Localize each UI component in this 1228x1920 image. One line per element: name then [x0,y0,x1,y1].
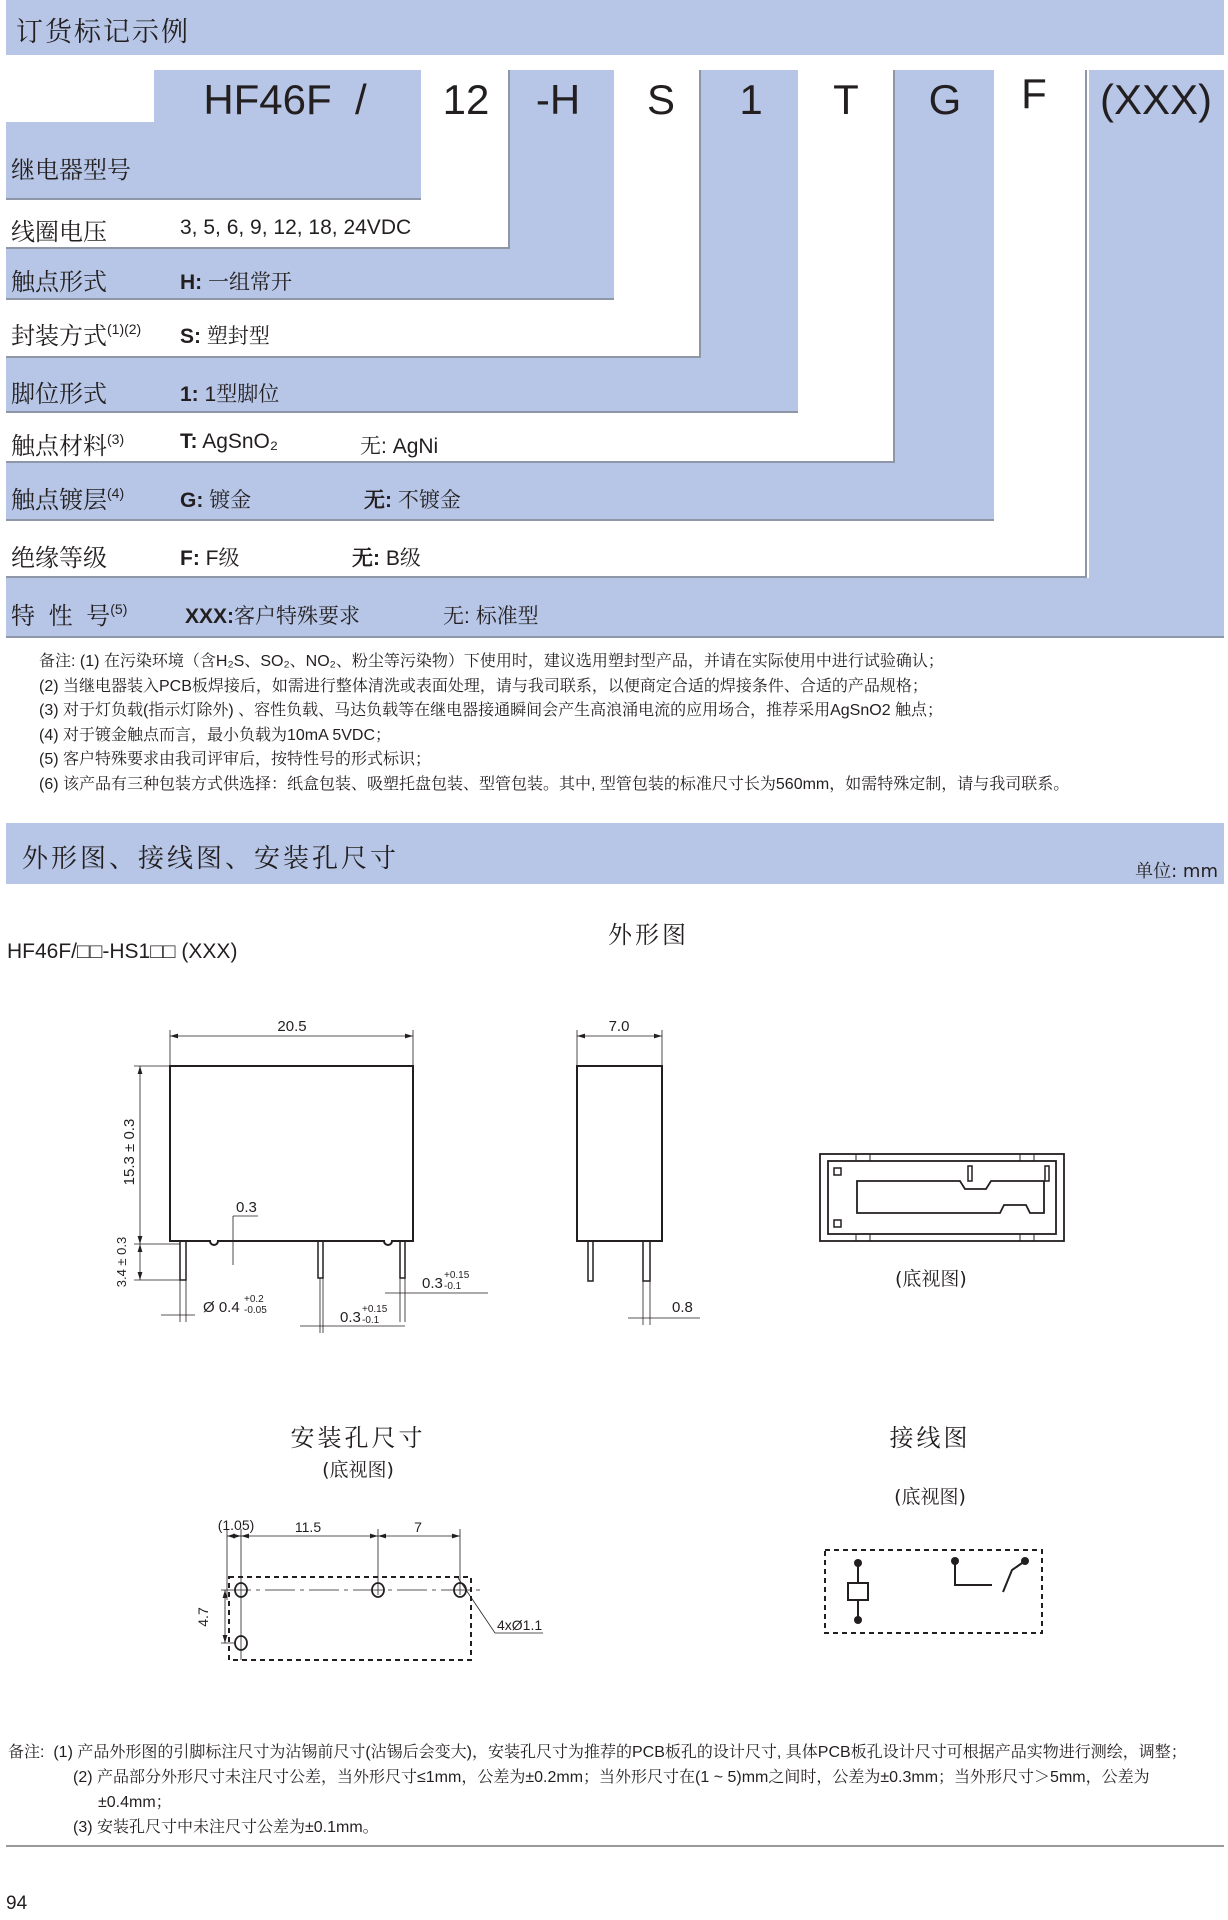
footer-divider [6,1845,1224,1847]
key: 无: [360,435,387,458]
hole-spec: 4xØ1.1 [497,1617,543,1633]
dim-pin-thickness: 0.3 [422,1275,443,1292]
value: 塑封型 [206,325,270,348]
value: AgNi [392,435,439,458]
code-coil-voltage: 12 [442,76,490,123]
footnote-ref: (1)(2) [107,321,142,337]
outline-title: 外形图 [608,921,689,949]
note-text: (1) 在污染环境（含H₂S、SO₂、NO₂、粉尘等污染物）下使用时，建议选用塑封型产品，并请在实际使用中进行试验确认； [79,653,944,670]
mounting-subtitle: (底视图) [322,1459,394,1481]
footnote-ref: (3) [107,431,125,447]
key: 无: [364,489,392,512]
mounting-hole-drawing [195,1517,543,1660]
code-model: HF46F / [203,76,367,123]
wiring-diagram [825,1550,1042,1633]
dim-row-spacing: 4.7 [195,1607,211,1627]
dim-side-pin: 0.8 [672,1299,693,1316]
note-text: (1) 产品外形图的引脚标注尺寸为沾锡前尺寸(沾锡后会变大)，安装孔尺寸为推荐的PCB板孔的设计尺寸, 具体PCB板孔设计尺寸可根据产品实物进行测绘，调整； [53,1744,1187,1761]
tol-down: -0.1 [362,1315,380,1326]
pin [318,1241,323,1278]
note-item: (5) 客户特殊要求由我司评审后，按特性号的形式标识； [39,751,432,768]
page-number: 94 [6,1893,28,1914]
key: 1: [180,383,199,406]
key: 无: [352,547,380,570]
dim-pitch-2: 7 [414,1519,422,1535]
value: 镀金 [209,489,252,512]
value: 一组常开 [208,271,293,294]
code-contact-form: -H [535,76,581,123]
label-text: 特 性 号 [11,602,111,630]
notes-dimensions [8,1740,1213,1840]
mounting-title: 安装孔尺寸 [290,1424,426,1452]
coil-symbol [848,1583,868,1600]
note-item [8,1740,1213,1765]
key: T: [180,430,198,453]
front-view [114,1018,488,1333]
note-item: (6) 该产品有三种包装方式供选择：纸盒包装、吸塑托盘包装、型管包装。其中, 型管包装的标准尺寸长为560mm，如需特殊定制，请与我司联系。 [39,775,1070,793]
pin [643,1241,650,1281]
pin [588,1241,593,1281]
notes-prefix: 备注: [39,653,76,670]
pin [180,1241,186,1280]
section-title: 订货标记示例 [16,17,190,48]
footnote-ref: (4) [107,485,125,501]
dim-pin-thickness: 0.3 [340,1309,361,1326]
dim-pin-length: 3.4 ± 0.3 [114,1236,129,1288]
label-text: 触点形式 [11,268,107,296]
code-material: T [833,76,859,123]
value: 标准型 [475,605,539,628]
note-item: (3) 安装孔尺寸中未注尺寸公差为±0.1mm。 [73,1819,379,1836]
label-text: 触点材料 [11,432,107,460]
code-special: (XXX) [1099,76,1213,123]
key: S: [180,325,201,348]
wiring-subtitle: (底视图) [894,1486,966,1508]
tol-up: +0.15 [444,1270,470,1281]
dim-pin-diameter: Ø 0.4 [203,1299,240,1316]
value: 不镀金 [397,489,461,512]
bottom-view [820,1154,1064,1241]
row-value-coil: 3, 5, 6, 9, 12, 18, 24VDC [180,216,412,239]
dim-height: 15.3 ± 0.3 [121,1118,138,1186]
code-insulation: F [1021,70,1047,117]
key: H: [180,271,203,294]
tol-up: +0.15 [362,1304,388,1315]
value: AgSnO₂ [202,430,279,453]
pin [400,1241,405,1278]
bottom-view-label: (底视图) [895,1268,967,1290]
side-view [577,1018,700,1325]
key: G: [180,489,204,512]
label-text: 绝缘等级 [11,544,107,572]
dim-pitch-1: 11.5 [294,1519,322,1535]
value: 客户特殊要求 [234,605,361,628]
code-pin-form: 1 [739,76,763,123]
value: B级 [385,547,421,570]
contact-symbol [955,1561,1025,1592]
code-plating: G [928,76,962,123]
label-text: 脚位形式 [11,380,107,408]
label-text: 封装方式 [11,322,107,350]
note-item: (3) 对于灯负载(指示灯除外) 、容性负载、马达负载等在继电器接通瞬间会产生高浪涌电流的应用场合，推荐采用AgSnO2 触点； [39,702,944,719]
note-item: (2) 产品部分外形尺寸未注尺寸公差，当外形尺寸≤1mm，公差为±0.2mm；当外形尺寸在(1 ~ 5)mm之间时，公差为±0.3mm；当外形尺寸＞5mm，公差为±0.4mm； [73,1769,1150,1811]
tol-down: -0.05 [244,1305,267,1316]
key: F: [180,547,200,570]
tol-up: +0.2 [244,1294,264,1305]
tol-down: -0.1 [444,1281,462,1292]
dim-width: 20.5 [277,1018,307,1035]
row-label-coil: 线圈电压 [11,218,107,246]
key: XXX: [185,605,235,628]
dim-offset: (1.05) [217,1517,255,1533]
label-text: 触点镀层 [11,486,107,514]
note-item: (2) 当继电器装入PCB板焊接后，如需进行整体清洗或表面处理，请与我司联系，以便商定合适的焊接条件、合适的产品规格； [39,677,928,695]
footnote-ref: (5) [110,601,128,617]
wiring-title: 接线图 [889,1424,971,1452]
value: F级 [205,547,240,570]
row-label-model: 继电器型号 [11,156,131,184]
dim-notch: 0.3 [236,1199,257,1216]
dim-side-width: 7.0 [608,1018,630,1035]
section-title: 外形图、接线图、安装孔尺寸 [22,844,400,874]
key: 无: [443,605,470,628]
code-package: S [646,76,676,123]
notes-prefix: 备注: [8,1744,45,1761]
unit-label: 单位: mm [1135,861,1218,882]
note-item: (4) 对于镀金触点而言，最小负载为10mA 5VDC； [39,726,392,744]
value: 1型脚位 [204,383,280,406]
model-label: HF46F/□□-HS1□□ (XXX) [7,940,238,963]
